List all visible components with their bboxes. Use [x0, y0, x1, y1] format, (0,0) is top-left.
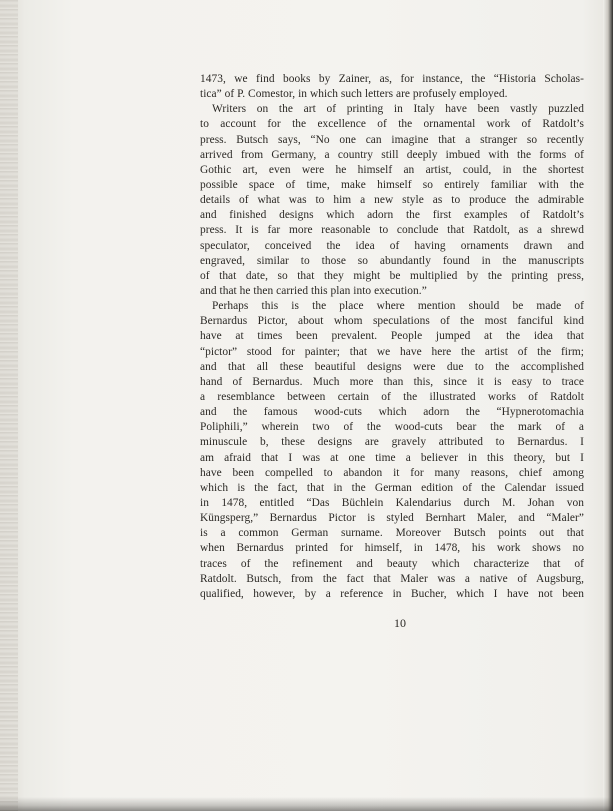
text-line: a resemblance between certain of the illustrated works of Ratdolt	[200, 390, 584, 403]
text-line: of that date, so that they might be multiplied by the printing press,	[200, 269, 584, 282]
text-line: Gothic art, even were he himself an artist, could, in the shortest	[200, 163, 584, 176]
text-line: Küngsperg,” Bernardus Pictor is styled Bernhart Maler, and “Maler”	[200, 512, 584, 525]
text-line: in 1478, entitled “Das Büchlein Kalendarius durch M. Johan von	[200, 496, 584, 509]
page-edge-left	[0, 0, 18, 811]
text-line: have been compelled to abandon it for many reasons, chief among	[200, 466, 584, 479]
text-line: and the famous wood-cuts which adorn the “Hypnerotomachia	[200, 406, 584, 419]
text-line: and that he then carried this plan into execution.”	[200, 284, 427, 297]
text-line: possible space of time, make himself so entirely familiar with the	[200, 178, 584, 191]
text-line: Perhaps this is the place where mention should be made of	[212, 300, 584, 313]
text-line: hand of Bernardus. Much more than this, since it is easy to trace	[200, 375, 584, 388]
text-line: am afraid that I was at one time a believer in this theory, but I	[200, 451, 584, 464]
text-line: press. Butsch says, “No one can imagine that a stranger so recently	[200, 133, 584, 146]
text-line: Ratdolt. Butsch, from the fact that Maler was a native of Augsburg,	[200, 572, 584, 585]
text-line: details of what was to him a new style as to produce the admirable	[200, 194, 584, 207]
text-line: “pictor” stood for painter; that we have here the artist of the firm;	[200, 345, 584, 358]
text-line: Bernardus Pictor, about whom speculations of the most fanciful kind	[200, 315, 584, 328]
text-line: have at times been prevalent. People jumped at the idea that	[200, 330, 584, 343]
text-line: to account for the excellence of the ornamental work of Ratdolt’s	[200, 118, 584, 131]
text-line: speculator, conceived the idea of having ornaments drawn and	[200, 239, 584, 252]
text-line: which is the fact, that in the German edition of the Calendar issued	[200, 481, 584, 494]
text-line: when Bernardus printed for himself, in 1478, his work shows no	[200, 542, 584, 555]
page-number: 10	[394, 616, 406, 630]
text-line: engraved, similar to those so abundantly found in the manuscripts	[200, 254, 584, 267]
text-line: minuscule b, these designs are gravely attributed to Bernardus. I	[200, 436, 584, 449]
text-line: traces of the refinement and beauty which characterize that of	[200, 557, 584, 570]
text-line: press. It is far more reasonable to conclude that Ratdolt, as a shrewd	[200, 224, 584, 237]
text-line: Poliphili,” wherein two of the wood-cuts bear the mark of a	[200, 421, 584, 434]
text-line: arrived from Germany, a country still deeply imbued with the forms of	[200, 148, 584, 161]
text-line: and that all these beautiful designs were due to the accomplished	[200, 360, 584, 373]
page-edge-right	[603, 0, 613, 811]
text-line: 1473, we find books by Zainer, as, for instance, the “Historia Scholas-	[200, 73, 584, 85]
text-line: qualified, however, by a reference in Bucher, which I have not been	[200, 587, 584, 600]
text-line: is a common German surname. Moreover Butsch points out that	[200, 527, 584, 540]
text-line: and finished designs which adorn the first examples of Ratdolt’s	[200, 209, 584, 222]
text-line: tica” of P. Comestor, in which such letters are profusely employed.	[200, 88, 508, 101]
page-bottom-shadow	[0, 797, 613, 811]
text-line: Writers on the art of printing in Italy have been vastly puzzled	[212, 103, 584, 116]
body-text	[200, 72, 584, 602]
